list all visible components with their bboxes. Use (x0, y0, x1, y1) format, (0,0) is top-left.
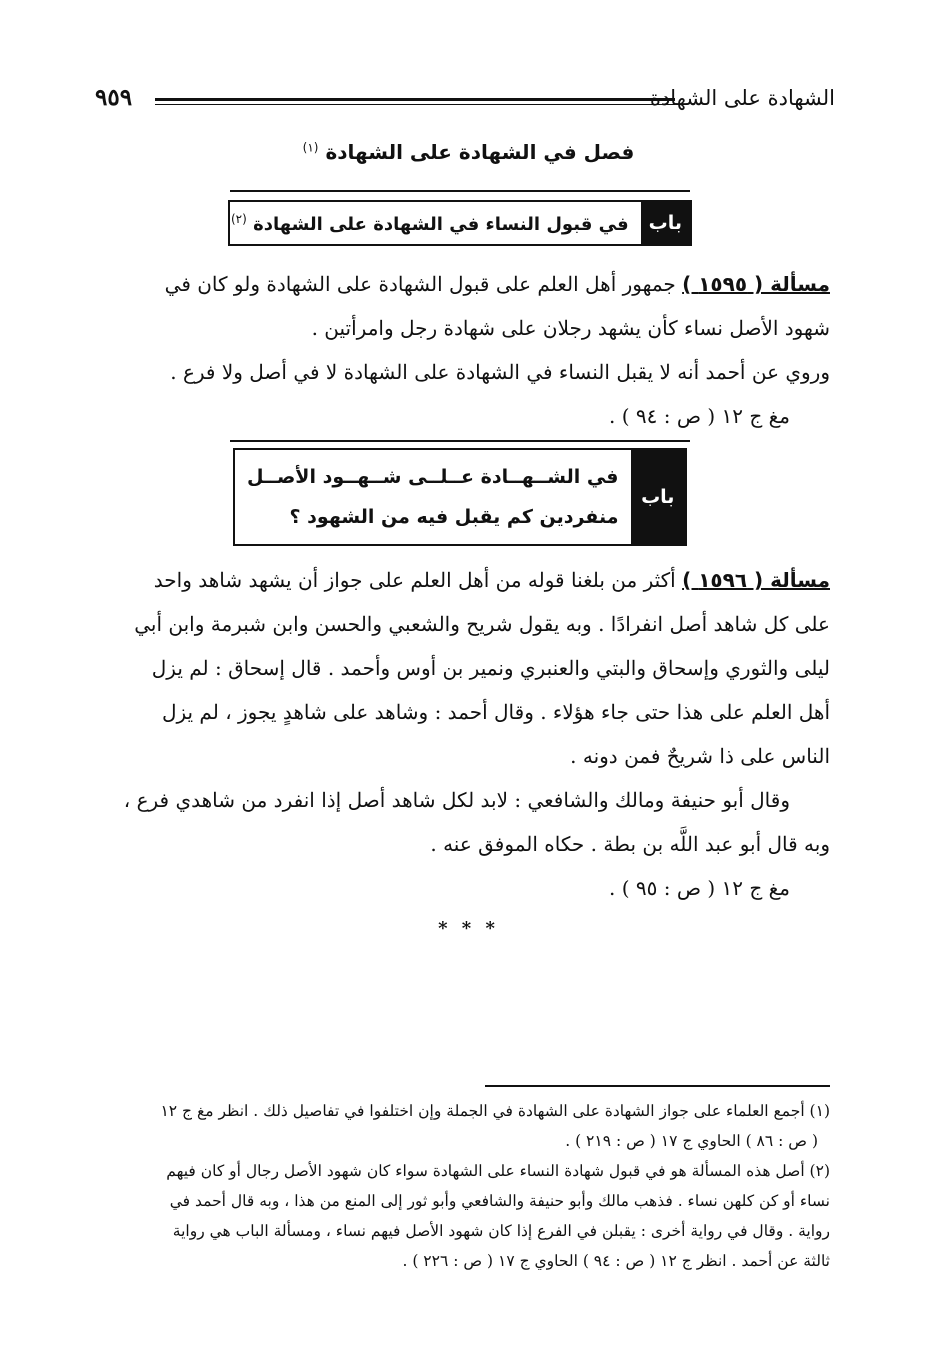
reference-line: مغ ج ١٢ ( ص : ٩٤ ) . (609, 404, 790, 428)
footnote-rule (485, 1085, 830, 1087)
section-separator: * * * (438, 918, 499, 939)
chapter-title (235, 450, 631, 544)
page-number: ٩٥٩ (95, 84, 133, 111)
section-heading (0, 140, 937, 164)
reference-line: مغ ج ١٢ ( ص : ٩٥ ) . (609, 876, 790, 900)
chapter-rule-top (230, 440, 690, 442)
chapter-title-text: في قبول النساء في الشهادة على الشهادة (253, 213, 629, 235)
footnote-line: (١) أجمع العلماء على جواز الشهادة على الشهادة في الجملة وإن اختلفوا في تفاصيل ذلك . انظر مغ ج ١٢ (160, 1102, 830, 1120)
text-line: أهل العلم على هذا حتى جاء هؤلاء . وقال أحمد : وشاهد على شاهدٍ يجوز ، لم يزل (161, 700, 830, 724)
footnote-line: رواية . وقال في رواية أخرى : يقبلن في الفرع إذا كان شهود الأصل فيهم نساء ، ومسألة الباب هي رواية (172, 1222, 830, 1240)
chapter-rule-top (230, 190, 690, 192)
text-line: وروي عن أحمد أنه لا يقبل النساء في الشهادة على الشهادة لا في أصل ولا فرع . (170, 360, 830, 384)
masala-1596 (90, 558, 830, 910)
running-header-title: الشهادة على الشهادة (649, 86, 835, 110)
masala-label: مسألة ( ١٥٩٥ ) (682, 272, 830, 296)
footnote-line: ( ص : ٨٦ ) الحاوي ج ١٧ ( ص : ٢١٩ ) . (565, 1132, 818, 1150)
masala-text: جمهور أهل العلم على قبول الشهادة على الشهادة ولو كان في (164, 272, 676, 296)
section-heading-text: فصل في الشهادة على الشهادة (325, 140, 635, 164)
masala-1595 (90, 262, 830, 438)
footnote-line: ثالثة عن أحمد . انظر ج ١٢ ( ص : ٩٤ ) الحاوي ج ١٧ ( ص : ٢٢٦ ) . (402, 1252, 830, 1270)
text-line: الناس على ذا شريحٌ فمن دونه . (570, 744, 830, 768)
chapter-title (219, 202, 641, 244)
text-line: وقال أبو حنيفة ومالك والشافعي : لابد لكل شاهد أصل إذا انفرد من شاهدي فرع ، (123, 788, 790, 812)
text-line: شهود الأصل نساء كأن يشهد رجلان على شهادة رجل وامرأتين . (311, 316, 830, 340)
masala-text: أكثر من بلغنا قوله من أهل العلم على جواز أن يشهد شاهد واحد (153, 568, 676, 592)
footnote-line: (٢) أصل هذه المسألة هو في قبول شهادة النساء على الشهادة سواء كان شهود الأصل رجال أو كان فيهم (166, 1162, 830, 1180)
text-line: ليلى والثوري وإسحاق والبتي والعنبري ونمير بن أوس وأحمد . قال إسحاق : لم يزل (151, 656, 830, 680)
running-header (95, 78, 835, 118)
text-line: على كل شاهد أصل انفرادًا . وبه يقول شريح والشعبي والحسن وابن شبرمة وابن أبي (134, 612, 830, 636)
chapter-title-line: في الشــهــادة عــلــى شــهــود الأصــل (247, 466, 619, 488)
masala-label: مسألة ( ١٥٩٦ ) (682, 568, 830, 592)
text-line (90, 558, 830, 602)
chapter-box-2 (233, 448, 687, 546)
chapter-label: باب (631, 450, 686, 544)
footnote-ref-2: (٢) (230, 211, 247, 226)
footnote-ref-1: (١) (302, 140, 319, 155)
chapter-title-line: منفردين كم يقبل فيه من الشهود ؟ (289, 506, 619, 528)
chapter-label: باب (641, 202, 690, 244)
footnotes (90, 1096, 830, 1276)
chapter-box-1 (228, 200, 692, 246)
text-line (90, 262, 830, 306)
header-rule (155, 98, 675, 101)
text-line: وبه قال أبو عبد اللَّه بن بطة . حكاه الموفق عنه . (430, 832, 830, 856)
footnote-line: نساء أو كن كلهن نساء . فذهب مالك وأبو حنيفة والشافعي وأبو ثور إلى المنع من هذا ، وبه قال أحمد في (169, 1192, 830, 1210)
